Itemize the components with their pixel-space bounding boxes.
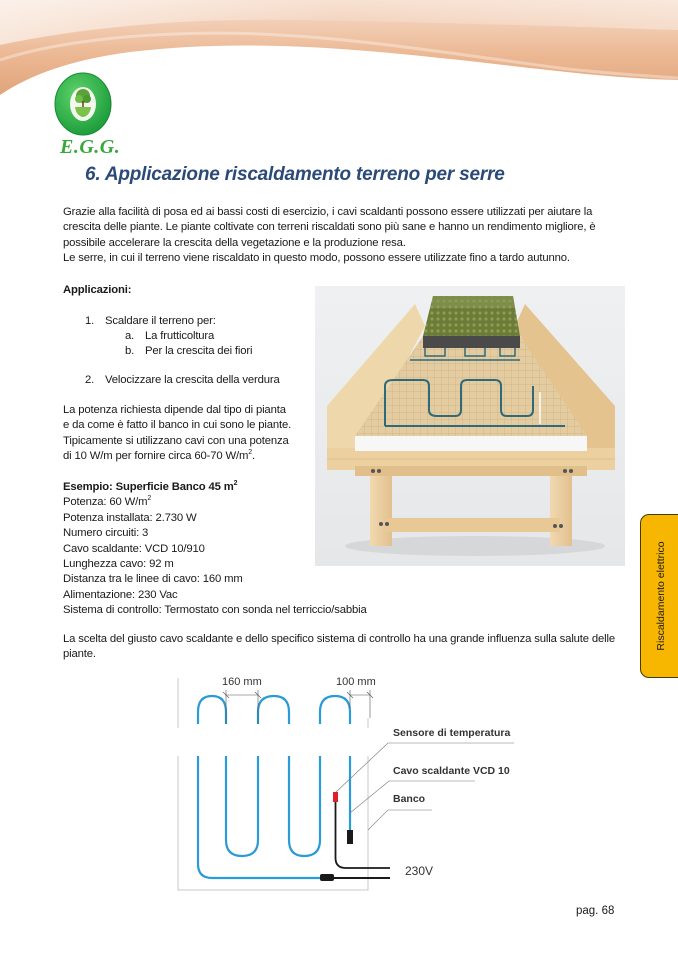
- cable-layout-diagram: [170, 668, 530, 908]
- spec-row: Potenza: 60 $W/m^2$: [63, 495, 152, 509]
- page-title: 6. Applicazione riscaldamento terreno per serre: [85, 164, 505, 185]
- spec-row: Sistema di controllo: Termostato con sonda nel terriccio/sabbia: [63, 604, 367, 617]
- description-line: La potenza richiesta dipende dal tipo di pianta: [63, 404, 286, 416]
- spec-row: Distanza tra le linee di cavo: 160 mm: [63, 573, 243, 586]
- list-item: [85, 373, 280, 388]
- bench-label: Banco: [393, 793, 426, 805]
- sub-list-item: [125, 344, 253, 359]
- spec-row: Potenza installata: 2.730 W: [63, 511, 197, 524]
- description-line: di 10 W/m per fornire circa 60-70 $W/m^2$.: [63, 449, 256, 463]
- sub-list-item: [125, 329, 215, 344]
- intro-paragraph: Le serre, in cui il terreno viene riscaldato in questo modo, possono essere utilizzate fino a tardo autunno.: [63, 252, 570, 265]
- description-line: Tipicamente si utilizzano cavi con una potenza: [63, 434, 289, 447]
- list-number: 1.: [85, 315, 95, 327]
- applications-heading: Applicazioni:: [63, 284, 132, 296]
- sensor-lead: [336, 802, 391, 868]
- side-tab-label: Riscaldamento elettrico: [654, 541, 667, 651]
- spacing-label: 160 mm: [222, 676, 262, 688]
- list-letter: b.: [125, 345, 135, 357]
- list-letter: a.: [125, 330, 135, 342]
- cable-label: Cavo scaldante VCD 10: [393, 765, 510, 777]
- voltage-label: 230V: [405, 864, 434, 878]
- list-item: [85, 314, 216, 329]
- example-heading: Esempio: Superficie Banco 45 $m^2$: [63, 480, 238, 493]
- cold-joint: [320, 874, 334, 881]
- description-line: e da come è fatto il banco in cui sono le piante.: [63, 419, 292, 432]
- egg-logo-icon: [53, 68, 113, 138]
- intro-paragraph: Grazie alla facilità di posa ed ai bassi costi di esercizio, i cavi scaldanti possono essere utilizzati per aiutare la crescita delle piante. Le piante coltivate con terreni riscaldati sono più sane e hanno un rendimento migliore, è possibile accelerare la crescita della vegetazione e la produzione resa.: [63, 206, 596, 249]
- sub-list-item-text: Per la crescita dei fiori: [145, 345, 253, 357]
- intro-text: [63, 205, 623, 267]
- logo-text: E.G.G.: [60, 136, 121, 158]
- list-number: 2.: [85, 374, 95, 386]
- list-item-text: Velocizzare la crescita della verdura: [105, 374, 280, 386]
- closing-text: La scelta del giusto cavo scaldante e dello specifico sistema di controllo ha una grande influenza sulla salute delle piante.: [63, 633, 616, 661]
- spec-row: Numero circuiti: 3: [63, 527, 149, 540]
- bench-outline: [178, 678, 368, 890]
- edge-label: 100 mm: [336, 676, 376, 688]
- dimension-160: [223, 690, 261, 724]
- sub-list-item-text: La frutticoltura: [145, 330, 215, 342]
- list-item-text: Scaldare il terreno per:: [105, 315, 216, 327]
- page-number: pag. 68: [576, 905, 615, 917]
- sensor-label: Sensore di temperatura: [393, 727, 511, 739]
- heating-cable: [198, 696, 350, 878]
- cable-end-cap: [347, 830, 353, 844]
- spec-row: Cavo scaldante: VCD 10/910: [63, 542, 205, 555]
- spec-row: Lunghezza cavo: 92 m: [63, 558, 174, 571]
- section-side-tab[interactable]: [640, 514, 678, 678]
- power-description: [63, 403, 313, 465]
- spec-row: Alimentazione: 230 Vac: [63, 588, 178, 601]
- bench-leader: [368, 810, 432, 830]
- temperature-sensor: [333, 792, 338, 802]
- example-specs: [63, 480, 423, 619]
